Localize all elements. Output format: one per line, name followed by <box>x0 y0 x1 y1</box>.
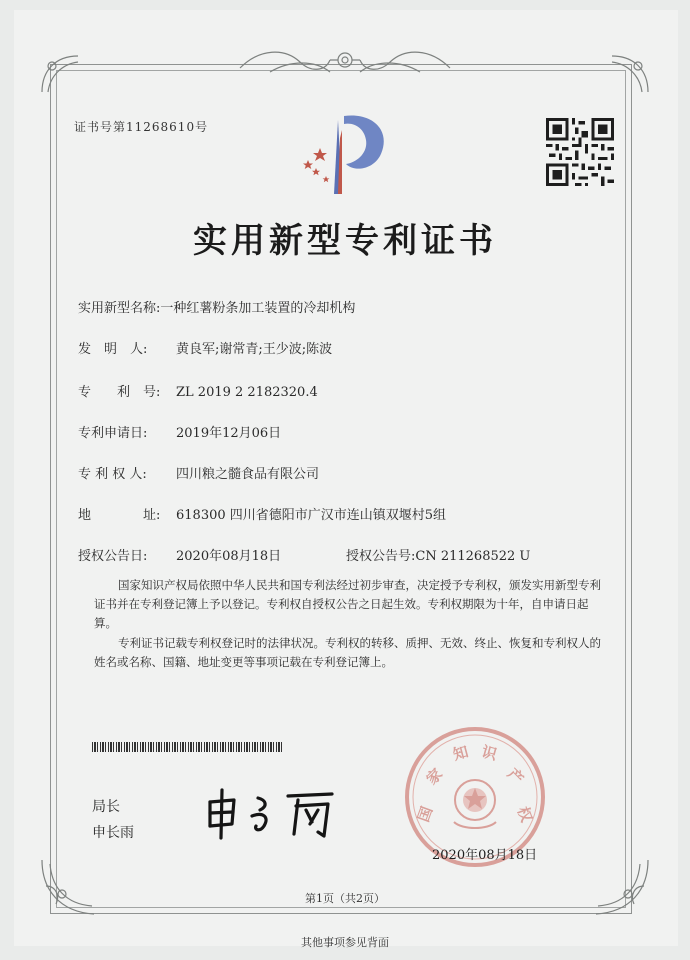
corner-ornament-top-left-icon <box>38 52 82 96</box>
certificate-number: 证书号第11268610号 <box>74 120 209 134</box>
grant-statement-paragraph: 国家知识产权局依照中华人民共和国专利法经过初步审查，决定授予专利权，颁发实用新型专利证书并在专利登记簿上予以登记。专利权自授权公告之日起生效。专利权期限为十年，自申请日起算。 <box>94 578 601 630</box>
corner-ornament-bottom-left-icon <box>38 856 98 920</box>
inventor-row <box>78 338 332 357</box>
handwritten-signature <box>196 786 346 840</box>
utility-model-name-row <box>78 297 355 316</box>
grant-number-label: 授权公告号: <box>346 549 416 564</box>
grant-number-value: CN 211268522 U <box>415 549 531 564</box>
inventor-label: 发 明 人: <box>78 342 148 357</box>
page-title: 实用新型专利证书 <box>193 221 497 261</box>
grant-date-row <box>78 545 281 564</box>
grant-date-label: 授权公告日: <box>78 549 148 564</box>
director-title: 局长 <box>92 799 120 815</box>
qr-code-icon <box>546 118 614 186</box>
patent-number-row <box>78 381 318 400</box>
svg-text:识: 识 <box>479 742 499 764</box>
svg-text:产: 产 <box>503 764 528 789</box>
patentee-row <box>78 463 319 482</box>
inventor-value: 黄良军;谢常青;王少波;陈波 <box>176 342 333 357</box>
patent-number-label: 专 利 号: <box>78 385 161 400</box>
patentee-label: 专 利 权 人: <box>78 467 147 482</box>
svg-text:权: 权 <box>513 804 536 825</box>
legal-status-paragraph: 专利证书记载专利权登记时的法律状况。专利权的转移、质押、无效、终止、恢复和专利权人的姓名或名称、国籍、地址变更等事项记载在专利登记簿上。 <box>94 636 601 669</box>
page-number: 第1页（共2页） <box>305 892 385 905</box>
application-date-row <box>78 422 281 441</box>
director-name: 申长雨 <box>92 825 134 841</box>
footer-note: 其他事项参见背面 <box>301 936 389 949</box>
utility-model-name-value: 一种红薯粉条加工装置的冷却机构 <box>160 301 356 316</box>
address-label: 地 址: <box>78 508 161 523</box>
svg-text:知: 知 <box>451 742 471 764</box>
patentee-value: 四川粮之髓食品有限公司 <box>176 467 320 482</box>
utility-model-name-label: 实用新型名称: <box>78 301 161 316</box>
patent-number-value: ZL 2019 2 2182320.4 <box>176 385 318 400</box>
top-ornament <box>230 42 460 80</box>
corner-ornament-bottom-right-icon <box>592 856 652 920</box>
grant-date-value: 2020年08月18日 <box>176 549 282 564</box>
address-row <box>78 504 446 523</box>
barcode <box>92 742 284 752</box>
corner-ornament-top-right-icon <box>608 52 652 96</box>
svg-text:国: 国 <box>414 804 437 825</box>
address-value: 618300 四川省德阳市广汉市连山镇双堰村5组 <box>176 508 447 523</box>
seal-date: 2020年08月18日 <box>432 848 538 863</box>
application-date-value: 2019年12月06日 <box>176 426 282 441</box>
cnipa-logo-icon <box>292 108 392 194</box>
grant-number-row <box>346 545 530 564</box>
svg-text:家: 家 <box>422 764 447 789</box>
application-date-label: 专利申请日: <box>78 426 148 441</box>
